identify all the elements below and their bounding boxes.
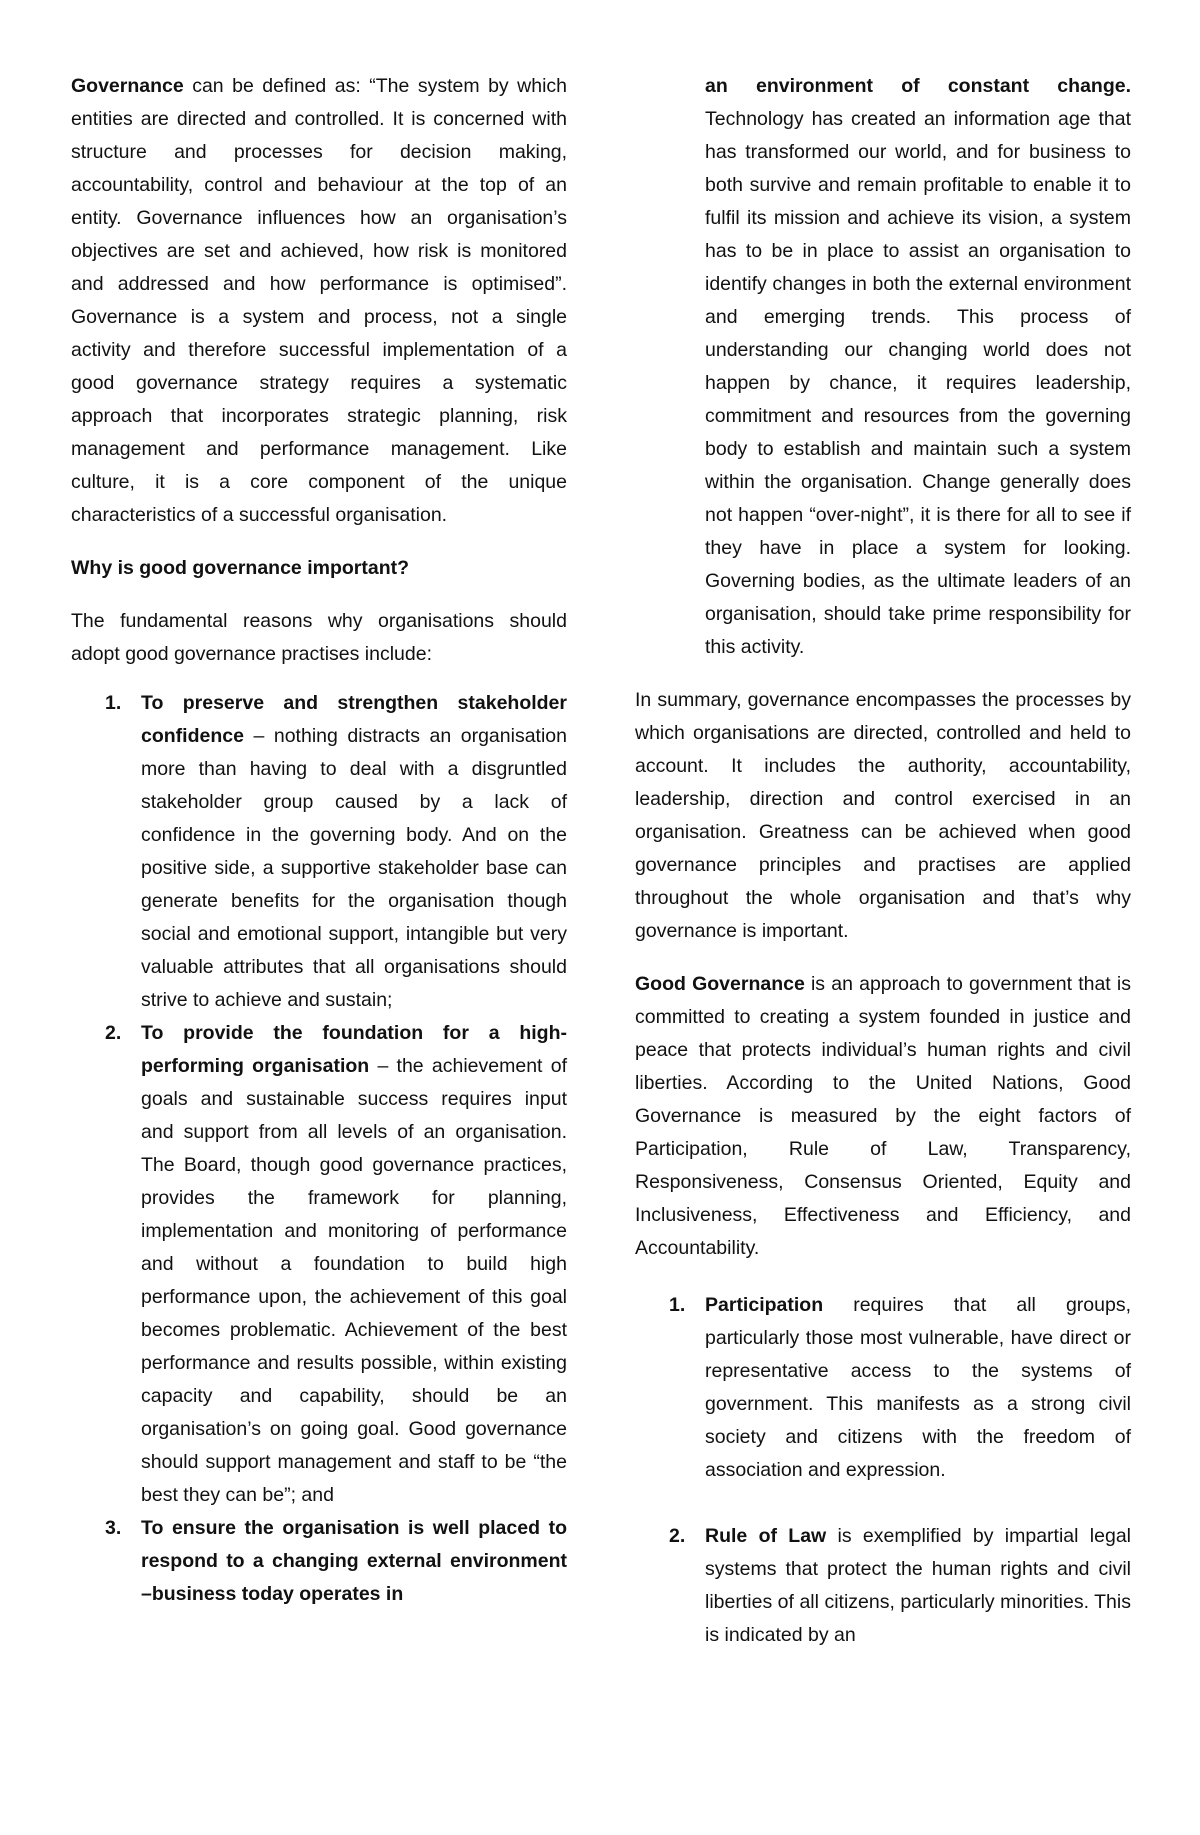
list-item-text: – the achievement of goals and sustainable success requires input and support from all levels of an organisation. The Board, though good governance practices, provides the framework for planning, implementation and monitoring of performance and without a foundation to build high performance upon, the achievement of this goal becomes problematic. Achievement of the best performance and results possible, within existing capacity and capability, should be an organisation’s on going goal. Good governance should support management and staff to be “the best they can be”; and xyxy=(141,1055,567,1506)
list-number: 2. xyxy=(105,1022,122,1044)
list-item-text: – nothing distracts an organisation more than having to deal with a disgruntled stakeholder group caused by a lack of confidence in the governing body. And on the positive side, a supportive stakeholder base can generate benefits for the organisation though social and emotional support, intangible but very valuable attributes that all organisations should strive to achieve and sustain; xyxy=(141,725,567,1011)
good-governance-paragraph xyxy=(635,968,1131,1265)
list-number: 2. xyxy=(669,1525,686,1547)
list-number: 3. xyxy=(105,1517,122,1539)
list-item-title: Rule of Law xyxy=(705,1525,827,1547)
list-item-title: To provide the foundation for a high-performing organisation xyxy=(141,1022,567,1077)
reasons-intro: The fundamental reasons why organisations should adopt good governance practises include: xyxy=(71,610,567,665)
right-column xyxy=(635,70,1131,1652)
reasons-list xyxy=(71,687,567,1611)
list-item xyxy=(635,1520,1131,1652)
good-governance-term: Good Governance xyxy=(635,973,805,995)
list-item-title: Participation xyxy=(705,1294,824,1316)
list-item-title: To ensure the organisation is well placed to respond to a changing external environment –business today operates in xyxy=(141,1517,567,1605)
governance-definition-text: can be defined as: “The system by which entities are directed and controlled. It is concerned with structure and processes for decision making, accountability, control and behaviour at the top of an entity. Governance influences how an organisation’s objectives are set and achieved, how risk is monitored and addressed and how performance is optimised”. Governance is a system and process, not a single activity and therefore successful implementation of a good governance strategy requires a systematic approach that incorporates strategic planning, risk management and performance management. Like culture, it is a core component of the unique characteristics of a successful organisation. xyxy=(71,75,567,526)
list-number: 1. xyxy=(669,1294,686,1316)
list-number: 1. xyxy=(105,692,122,714)
list-item-text: requires that all groups, particularly those most vulnerable, have direct or representative access to the systems of government. This manifests as a strong civil society and citizens with the freedom of association and expression. xyxy=(705,1294,1131,1481)
list-item xyxy=(71,1512,567,1611)
list-item-text: is exemplified by impartial legal systems that protect the human rights and civil liberties of all citizens, particularly minorities. This is indicated by an xyxy=(705,1525,1131,1646)
continued-list-item-text xyxy=(635,70,1131,664)
continued-bold-text: an environment of constant change. xyxy=(705,75,1131,97)
governance-definition-paragraph xyxy=(71,70,567,532)
list-item xyxy=(71,1017,567,1512)
summary-paragraph: In summary, governance encompasses the processes by which organisations are directed, controlled and held to account. It includes the authority, accountability, leadership, direction and control exercised in an organisation. Greatness can be achieved when good governance principles and practises are applied throughout the whole organisation and that’s why governance is important. xyxy=(635,689,1131,942)
governance-term: Governance xyxy=(71,75,184,97)
list-item xyxy=(71,687,567,1017)
good-governance-text: is an approach to government that is committed to creating a system founded in justice and peace that protects individual’s human rights and civil liberties. According to the United Nations, Good Governance is measured by the eight factors of Participation, Rule of Law, Transparency, Responsiveness, Consensus Oriented, Equity and Inclusiveness, Effectiveness and Efficiency, and Accountability. xyxy=(635,973,1131,1259)
continued-text: Technology has created an information age that has transformed our world, and for business to both survive and remain profitable to enable it to fulfil its mission and achieve its vision, a system has to be in place to assist an organisation to identify changes in both the external environment and emerging trends. This process of understanding our changing world does not happen by chance, it requires leadership, commitment and resources from the governing body to establish and maintain such a system within the organisation. Change generally does not happen “over-night”, it is there for all to see if they have in place a system for looking. Governing bodies, as the ultimate leaders of an organisation, should take prime responsibility for this activity. xyxy=(705,108,1131,658)
left-column xyxy=(71,70,567,1611)
list-item xyxy=(635,1289,1131,1487)
section-heading: Why is good governance important? xyxy=(71,557,410,579)
factors-list xyxy=(635,1289,1131,1652)
list-item-title: To preserve and strengthen stakeholder confidence xyxy=(141,692,567,747)
